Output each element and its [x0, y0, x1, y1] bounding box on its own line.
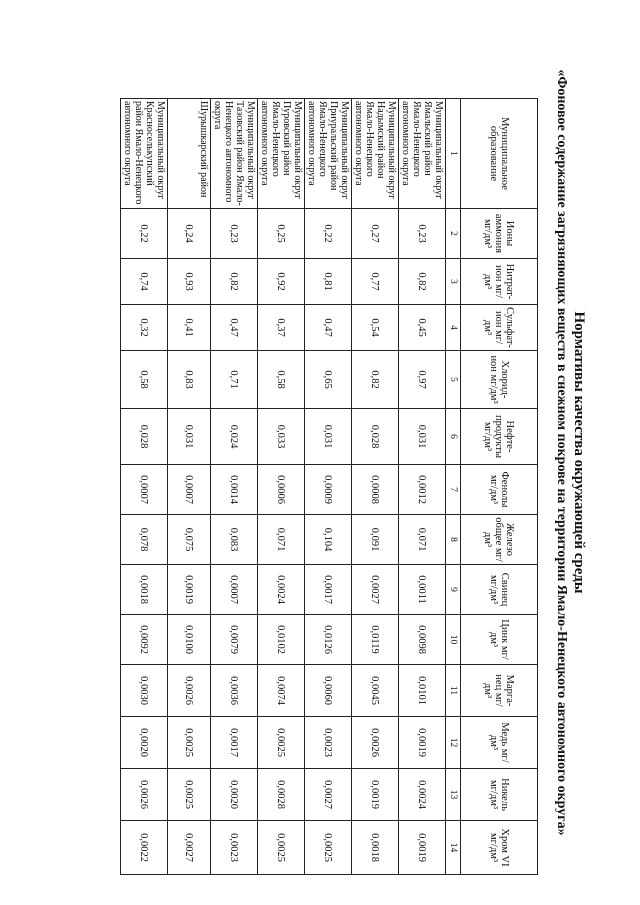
value-cell: 0,27 [352, 209, 399, 259]
value-cell: 0,0098 [399, 615, 446, 665]
value-cell: 0,0019 [399, 717, 446, 769]
value-cell: 0,075 [168, 515, 211, 565]
table-row [121, 99, 168, 875]
value-cell: 0,0060 [305, 665, 352, 717]
value-cell: 0,0019 [399, 821, 446, 875]
value-cell: 0,83 [168, 351, 211, 409]
column-number: 6 [446, 409, 461, 465]
municipality-cell: Муниципальный округ Приуральский район Ямало-Ненецкого автономного округа [305, 99, 352, 209]
value-cell: 0,71 [211, 351, 258, 409]
value-cell: 0,0024 [399, 769, 446, 821]
value-cell: 0,083 [211, 515, 258, 565]
column-number: 11 [446, 665, 461, 717]
municipality-cell: Муниципальный округ Пуровский район Ямало-Ненецкого автономного округа [258, 99, 305, 209]
value-cell: 0,58 [258, 351, 305, 409]
value-cell: 0,58 [121, 351, 168, 409]
value-cell: 0,031 [399, 409, 446, 465]
value-cell: 0,071 [258, 515, 305, 565]
header-nickel: Никель мг/дм³ [461, 769, 538, 821]
value-cell: 0,0026 [352, 717, 399, 769]
value-cell: 0,091 [352, 515, 399, 565]
table-row [211, 99, 258, 875]
value-cell: 0,078 [121, 515, 168, 565]
value-cell: 0,0025 [305, 821, 352, 875]
value-cell: 0,0025 [258, 717, 305, 769]
value-cell: 0,0020 [211, 769, 258, 821]
header-nitrate: Нитрат-ион мг/дм³ [461, 259, 538, 305]
value-cell: 0,92 [258, 259, 305, 305]
header-chloride: Хлорид-ион мг/дм³ [461, 351, 538, 409]
background-concentrations-table [120, 98, 538, 875]
value-cell: 0,031 [168, 409, 211, 465]
value-cell: 0,0036 [211, 665, 258, 717]
value-cell: 0,82 [211, 259, 258, 305]
municipality-cell: Муниципальный округ Надымский район Ямало-Ненецкого автономного округа [352, 99, 399, 209]
value-cell: 0,104 [305, 515, 352, 565]
value-cell: 0,0017 [211, 717, 258, 769]
value-cell: 0,0119 [352, 615, 399, 665]
table-row [352, 99, 399, 875]
column-number: 13 [446, 769, 461, 821]
value-cell: 0,47 [211, 305, 258, 351]
column-number: 12 [446, 717, 461, 769]
value-cell: 0,0026 [121, 769, 168, 821]
header-copper: Медь мг/дм³ [461, 717, 538, 769]
value-cell: 0,0007 [168, 465, 211, 515]
header-sulfate: Сульфат-ион мг/дм³ [461, 305, 538, 351]
value-cell: 0,0025 [168, 717, 211, 769]
value-cell: 0,81 [305, 259, 352, 305]
value-cell: 0,0012 [399, 465, 446, 515]
value-cell: 0,93 [168, 259, 211, 305]
value-cell: 0,0079 [211, 615, 258, 665]
value-cell: 0,37 [258, 305, 305, 351]
value-cell: 0,0017 [305, 565, 352, 615]
value-cell: 0,65 [305, 351, 352, 409]
municipality-cell: Муниципальный округ Красноселькупский район Ямало-Ненецкого автономного округа [121, 99, 168, 209]
column-number: 9 [446, 565, 461, 615]
value-cell: 0,071 [399, 515, 446, 565]
value-cell: 0,0014 [211, 465, 258, 515]
header-iron: Железо общее мг/дм³ [461, 515, 538, 565]
title-block [552, 0, 588, 905]
header-zinc: Цинк мг/дм³ [461, 615, 538, 665]
value-cell: 0,0018 [121, 565, 168, 615]
table-row [258, 99, 305, 875]
value-cell: 0,0007 [211, 565, 258, 615]
header-manganese: Марга-нец мг/дм³ [461, 665, 538, 717]
value-cell: 0,031 [305, 409, 352, 465]
header-ammonium: Ионы аммония мг/дм³ [461, 209, 538, 259]
value-cell: 0,41 [168, 305, 211, 351]
value-cell: 0,0011 [399, 565, 446, 615]
value-cell: 0,97 [399, 351, 446, 409]
value-cell: 0,0027 [168, 821, 211, 875]
table-row [305, 99, 352, 875]
value-cell: 0,0027 [352, 565, 399, 615]
column-number: 2 [446, 209, 461, 259]
value-cell: 0,0007 [121, 465, 168, 515]
table-row [168, 99, 211, 875]
value-cell: 0,0006 [258, 465, 305, 515]
value-cell: 0,0092 [121, 615, 168, 665]
table-header-row [461, 99, 538, 875]
value-cell: 0,0020 [121, 717, 168, 769]
value-cell: 0,0009 [305, 465, 352, 515]
value-cell: 0,54 [352, 305, 399, 351]
value-cell: 0,0019 [168, 565, 211, 615]
value-cell: 0,82 [399, 259, 446, 305]
header-oil-products: Нефте-продукты мг/дм³ [461, 409, 538, 465]
value-cell: 0,0024 [258, 565, 305, 615]
value-cell: 0,0102 [258, 615, 305, 665]
value-cell: 0,45 [399, 305, 446, 351]
column-number: 7 [446, 465, 461, 515]
value-cell: 0,0025 [258, 821, 305, 875]
document-title: Нормативы качества окружающей среды [571, 311, 587, 594]
table-body [121, 99, 446, 875]
value-cell: 0,028 [121, 409, 168, 465]
table-row [399, 99, 446, 875]
value-cell: 0,0100 [168, 615, 211, 665]
column-number: 1 [446, 99, 461, 209]
column-number-row [446, 99, 461, 875]
value-cell: 0,0126 [305, 615, 352, 665]
value-cell: 0,0030 [121, 665, 168, 717]
value-cell: 0,77 [352, 259, 399, 305]
value-cell: 0,0022 [121, 821, 168, 875]
municipality-cell: Муниципальный округ Тазовский район Ямало-Ненецкого автономного округа [211, 99, 258, 209]
value-cell: 0,0027 [305, 769, 352, 821]
value-cell: 0,0101 [399, 665, 446, 717]
municipality-cell: Муниципальный округ Ямальский район Ямало-Ненецкого автономного округа [399, 99, 446, 209]
value-cell: 0,0018 [352, 821, 399, 875]
value-cell: 0,0019 [352, 769, 399, 821]
document-subtitle: «Фоновое содержание загрязняющих веществ в снежном покрове на территории Ямало-Ненецкого автономного округа» [554, 69, 569, 836]
value-cell: 0,0025 [168, 769, 211, 821]
value-cell: 0,47 [305, 305, 352, 351]
column-number: 5 [446, 351, 461, 409]
column-number: 3 [446, 259, 461, 305]
value-cell: 0,0074 [258, 665, 305, 717]
column-number: 14 [446, 821, 461, 875]
value-cell: 0,24 [168, 209, 211, 259]
header-chromium: Хром VI мг/дм³ [461, 821, 538, 875]
column-number: 10 [446, 615, 461, 665]
value-cell: 0,22 [305, 209, 352, 259]
value-cell: 0,0026 [168, 665, 211, 717]
value-cell: 0,74 [121, 259, 168, 305]
value-cell: 0,23 [399, 209, 446, 259]
value-cell: 0,0023 [305, 717, 352, 769]
value-cell: 0,033 [258, 409, 305, 465]
header-lead: Свинец мг/дм³ [461, 565, 538, 615]
value-cell: 0,0008 [352, 465, 399, 515]
value-cell: 0,0045 [352, 665, 399, 717]
value-cell: 0,024 [211, 409, 258, 465]
value-cell: 0,0028 [258, 769, 305, 821]
value-cell: 0,22 [121, 209, 168, 259]
column-number: 4 [446, 305, 461, 351]
value-cell: 0,0023 [211, 821, 258, 875]
value-cell: 0,82 [352, 351, 399, 409]
value-cell: 0,23 [211, 209, 258, 259]
municipality-cell: Шурышкарский район [168, 99, 211, 209]
column-number: 8 [446, 515, 461, 565]
value-cell: 0,028 [352, 409, 399, 465]
value-cell: 0,32 [121, 305, 168, 351]
value-cell: 0,25 [258, 209, 305, 259]
header-municipality: Муниципальное образование [461, 99, 538, 209]
header-phenols: Фенолы мг/дм³ [461, 465, 538, 515]
